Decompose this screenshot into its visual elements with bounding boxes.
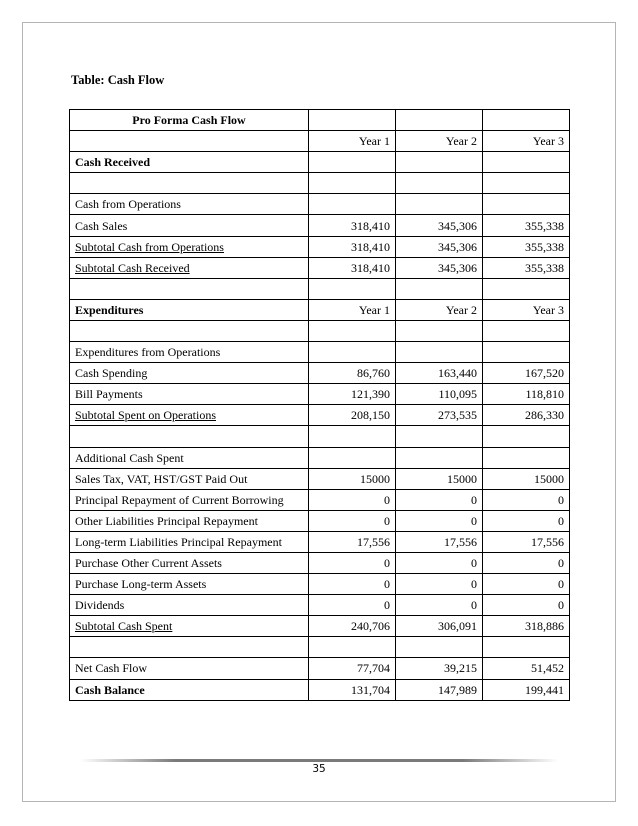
table-cell [309,152,396,173]
value-cell: 17,556 [309,531,396,552]
table-cell [396,320,483,341]
table-cell [483,447,570,468]
table-cell [309,278,396,299]
blank-row [70,173,570,194]
table-cell [396,173,483,194]
row-label-text: Subtotal Cash Spent [75,619,173,634]
table-row [70,510,570,531]
row-label: Other Liabilities Principal Repayment [70,510,309,531]
row-label: Dividends [70,595,309,616]
table-row [70,447,570,468]
value-cell: 0 [396,510,483,531]
year-header: Year 1 [309,131,396,152]
page-number: 35 [312,763,326,775]
cash-flow-table-body [70,110,570,701]
value-cell: Year 1 [309,299,396,320]
value-cell: 51,452 [483,658,570,679]
value-cell: 306,091 [396,616,483,637]
value-cell: 208,150 [309,405,396,426]
table-row [70,531,570,552]
value-cell: 345,306 [396,257,483,278]
cash-flow-table [69,109,570,701]
value-cell: 15000 [396,468,483,489]
value-cell: 318,886 [483,616,570,637]
row-label: Purchase Long-term Assets [70,574,309,595]
blank-row [70,320,570,341]
value-cell: 345,306 [396,215,483,236]
table-cell [309,110,396,131]
table-cell [70,426,309,447]
row-label: Long-term Liabilities Principal Repayment [70,531,309,552]
value-cell: 15000 [309,468,396,489]
table-row [70,552,570,573]
table-row [70,679,570,700]
value-cell: 0 [309,489,396,510]
value-cell: 0 [483,489,570,510]
value-cell: 163,440 [396,363,483,384]
table-row [70,574,570,595]
table-cell [309,173,396,194]
value-cell: 273,535 [396,405,483,426]
value-cell: 77,704 [309,658,396,679]
table-row [70,405,570,426]
table-cell [483,320,570,341]
value-cell: 0 [483,552,570,573]
value-cell: 131,704 [309,679,396,700]
table-cell [309,447,396,468]
value-cell: 118,810 [483,384,570,405]
value-cell: 17,556 [483,531,570,552]
value-cell: 318,410 [309,257,396,278]
year-header-row [70,131,570,152]
table-cell [396,278,483,299]
row-label: Purchase Other Current Assets [70,552,309,573]
row-label: Net Cash Flow [70,658,309,679]
value-cell: 121,390 [309,384,396,405]
row-label [70,236,309,257]
row-label: Cash Sales [70,215,309,236]
value-cell: 0 [483,595,570,616]
value-cell: 0 [396,489,483,510]
value-cell: 17,556 [396,531,483,552]
table-cell [309,637,396,658]
year-header: Year 3 [483,131,570,152]
table-cell [483,426,570,447]
value-cell: 355,338 [483,215,570,236]
table-row [70,257,570,278]
row-label-text: Subtotal Spent on Operations [75,408,216,423]
row-label: Additional Cash Spent [70,447,309,468]
footer-divider [80,759,558,762]
value-cell: 240,706 [309,616,396,637]
section-row [70,152,570,173]
value-cell: 0 [396,595,483,616]
table-title-row [70,110,570,131]
table-cell [483,342,570,363]
table-cell [483,637,570,658]
value-cell: 0 [396,552,483,573]
table-cell [70,131,309,152]
row-label [70,616,309,637]
table-cell [483,110,570,131]
table-cell [70,173,309,194]
table-row [70,489,570,510]
table-cell [70,637,309,658]
table-cell [483,278,570,299]
table-row [70,595,570,616]
table-row [70,194,570,215]
value-cell: 355,338 [483,257,570,278]
table-cell [309,426,396,447]
table-row [70,236,570,257]
table-cell [396,152,483,173]
table-cell [396,637,483,658]
table-cell [309,194,396,215]
row-label [70,257,309,278]
value-cell: 0 [396,574,483,595]
table-cell [396,342,483,363]
table-cell [396,447,483,468]
table-row [70,384,570,405]
value-cell: Year 3 [483,299,570,320]
value-cell: 286,330 [483,405,570,426]
value-cell: 110,095 [396,384,483,405]
value-cell: 318,410 [309,215,396,236]
value-cell: Year 2 [396,299,483,320]
value-cell: 199,441 [483,679,570,700]
table-caption: Table: Cash Flow [71,73,165,87]
row-label: Bill Payments [70,384,309,405]
table-cell [483,152,570,173]
row-label-text: Subtotal Cash Received [75,260,190,275]
value-cell: 0 [309,552,396,573]
row-label: Cash Spending [70,363,309,384]
value-cell: 147,989 [396,679,483,700]
table-cell [396,426,483,447]
table-cell [70,320,309,341]
row-label: Principal Repayment of Current Borrowing [70,489,309,510]
value-cell: 86,760 [309,363,396,384]
value-cell: 167,520 [483,363,570,384]
row-label: Expenditures [70,299,309,320]
table-cell [309,342,396,363]
section-label: Cash Received [70,152,309,173]
table-cell [483,194,570,215]
table-row [70,658,570,679]
row-label: Sales Tax, VAT, HST/GST Paid Out [70,468,309,489]
blank-row [70,278,570,299]
value-cell: 39,215 [396,658,483,679]
table-cell [396,110,483,131]
table-cell [70,278,309,299]
table-cell [396,194,483,215]
table-row [70,363,570,384]
row-label-text: Subtotal Cash from Operations [75,239,224,254]
value-cell: 318,410 [309,236,396,257]
table-row [70,616,570,637]
row-label: Expenditures from Operations [70,342,309,363]
blank-row [70,426,570,447]
value-cell: 0 [483,574,570,595]
table-row [70,468,570,489]
table-row [70,342,570,363]
table-row [70,215,570,236]
value-cell: 0 [309,574,396,595]
value-cell: 0 [483,510,570,531]
year-header: Year 2 [396,131,483,152]
value-cell: 345,306 [396,236,483,257]
value-cell: 0 [309,510,396,531]
value-cell: 15000 [483,468,570,489]
table-title: Pro Forma Cash Flow [70,110,309,131]
value-cell: 355,338 [483,236,570,257]
table-cell [309,320,396,341]
row-label [70,405,309,426]
table-cell [483,173,570,194]
table-row [70,299,570,320]
row-label: Cash from Operations [70,194,309,215]
row-label: Cash Balance [70,679,309,700]
blank-row [70,637,570,658]
value-cell: 0 [309,595,396,616]
